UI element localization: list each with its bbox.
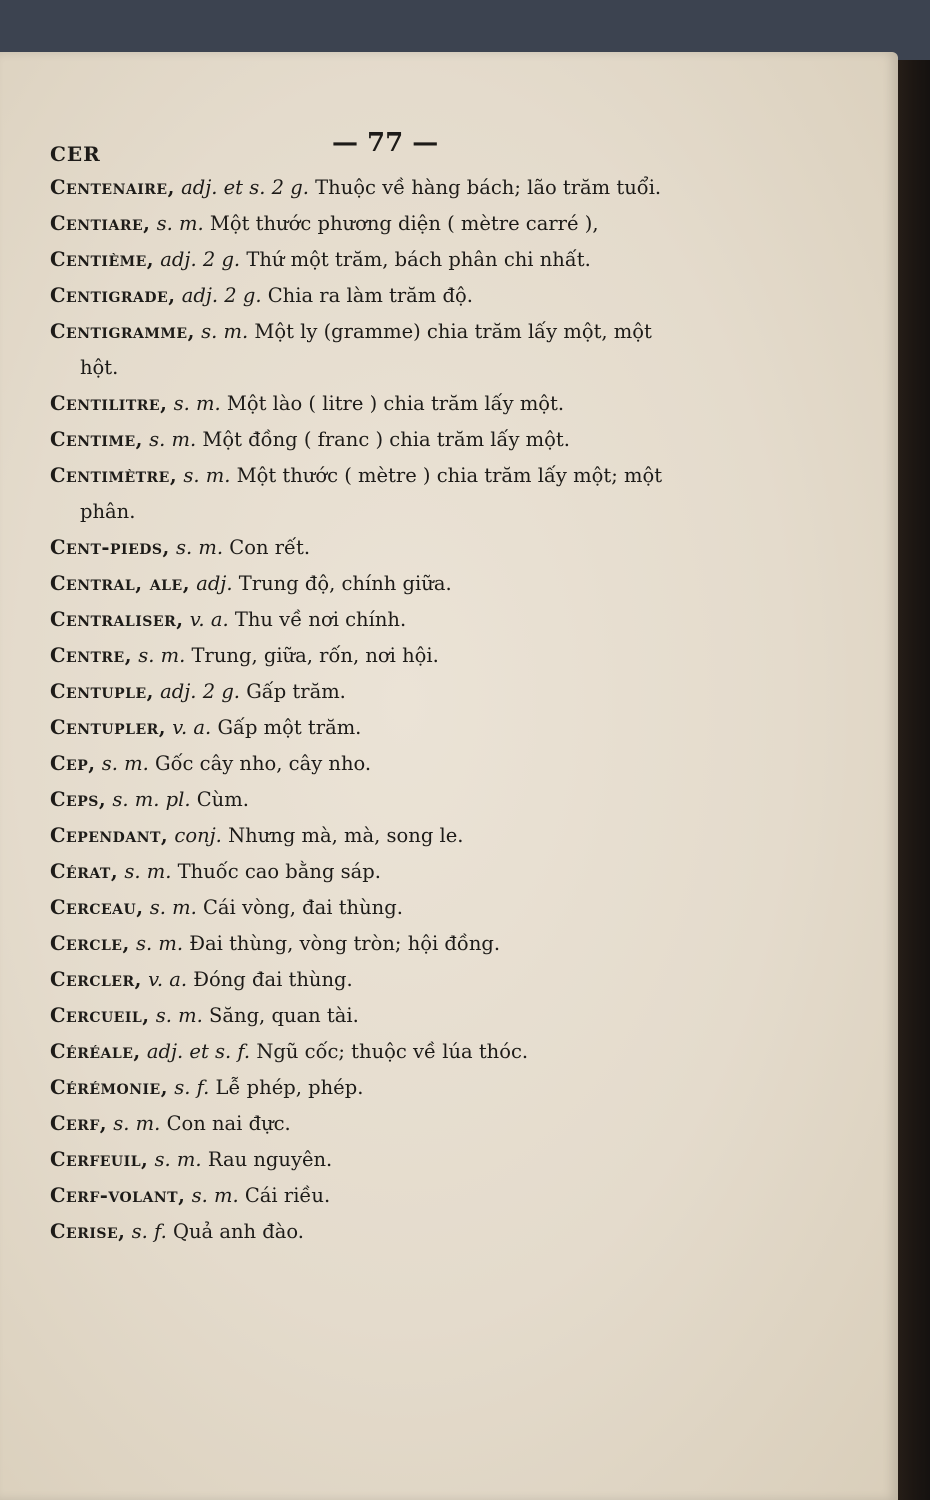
entry-headword: Cérémonie, bbox=[50, 1076, 168, 1099]
entry-line bbox=[50, 1070, 730, 1106]
entry-line bbox=[50, 1214, 730, 1250]
entry-headword: Cep, bbox=[50, 752, 96, 775]
entry-definition: Một ly (gramme) chia trăm lấy một, một bbox=[254, 320, 652, 343]
dictionary-entry bbox=[50, 962, 730, 998]
entry-definition: Cái vòng, đai thùng. bbox=[203, 896, 403, 919]
dictionary-entries bbox=[50, 170, 730, 1250]
entry-headword: Centigramme, bbox=[50, 320, 195, 343]
entry-definition: Một thước ( mètre ) chia trăm lấy một; một bbox=[236, 464, 663, 487]
dictionary-entry bbox=[50, 278, 730, 314]
entry-headword: Centiare, bbox=[50, 212, 151, 235]
entry-line bbox=[50, 962, 730, 998]
entry-line bbox=[50, 1178, 730, 1214]
entry-grammar: s. m. bbox=[113, 1112, 161, 1135]
entry-definition: Một thước phương diện ( mètre carré ), bbox=[209, 212, 599, 235]
dictionary-entry bbox=[50, 710, 730, 746]
entry-grammar: s. m. bbox=[176, 536, 224, 559]
entry-headword: Centilitre, bbox=[50, 392, 168, 415]
entry-line bbox=[50, 386, 730, 422]
entry-definition: Một đồng ( franc ) chia trăm lấy một. bbox=[202, 428, 570, 451]
dictionary-entry bbox=[50, 998, 730, 1034]
entry-grammar: v. a. bbox=[189, 608, 229, 631]
dictionary-entry bbox=[50, 1178, 730, 1214]
entry-line bbox=[50, 1106, 730, 1142]
entry-grammar: s. m. bbox=[138, 644, 186, 667]
entry-definition: Thuộc về hàng bách; lão trăm tuổi. bbox=[315, 176, 662, 199]
dictionary-entry bbox=[50, 674, 730, 710]
entry-definition: Gấp một trăm. bbox=[217, 716, 362, 739]
dictionary-entry bbox=[50, 854, 730, 890]
entry-headword: Centime, bbox=[50, 428, 143, 451]
entry-definition: Nhưng mà, mà, song le. bbox=[228, 824, 464, 847]
entry-line bbox=[50, 746, 730, 782]
entry-headword: Centenaire, bbox=[50, 176, 175, 199]
entry-line bbox=[50, 278, 730, 314]
entry-grammar: s. m. bbox=[149, 428, 197, 451]
dictionary-entry bbox=[50, 926, 730, 962]
entry-definition: Đóng đai thùng. bbox=[193, 968, 353, 991]
dictionary-entry bbox=[50, 242, 730, 278]
entry-grammar: s. f. bbox=[131, 1220, 167, 1243]
entry-grammar: s. m. bbox=[191, 1184, 239, 1207]
entry-line bbox=[50, 602, 730, 638]
entry-definition: Cùm. bbox=[196, 788, 249, 811]
entry-grammar: s. m. pl. bbox=[112, 788, 191, 811]
entry-grammar: s. m. bbox=[155, 1004, 203, 1027]
entry-line bbox=[50, 458, 730, 494]
dictionary-entry bbox=[50, 782, 730, 818]
dictionary-entry bbox=[50, 1214, 730, 1250]
entry-grammar: v. a. bbox=[172, 716, 212, 739]
dictionary-entry bbox=[50, 1070, 730, 1106]
dictionary-entry bbox=[50, 1034, 730, 1070]
entry-definition: Lễ phép, phép. bbox=[215, 1076, 364, 1099]
entry-headword: Centraliser, bbox=[50, 608, 184, 631]
entry-definition: Quả anh đào. bbox=[172, 1220, 304, 1243]
entry-headword: Centupler, bbox=[50, 716, 167, 739]
entry-definition: Con nai đực. bbox=[166, 1112, 291, 1135]
entry-line bbox=[50, 854, 730, 890]
entry-continuation: hột. bbox=[80, 356, 119, 379]
dictionary-entry bbox=[50, 530, 730, 566]
running-head: CER bbox=[50, 142, 101, 166]
entry-grammar: s. m. bbox=[173, 392, 221, 415]
entry-grammar: s. m. bbox=[135, 932, 184, 955]
entry-headword: Cercle, bbox=[50, 932, 130, 955]
entry-line bbox=[50, 1142, 730, 1178]
entry-headword: Ceps, bbox=[50, 788, 107, 811]
entry-line bbox=[50, 998, 730, 1034]
entry-headword: Cerfeuil, bbox=[50, 1148, 149, 1171]
dictionary-entry bbox=[50, 386, 730, 422]
entry-definition: Trung độ, chính giữa. bbox=[238, 572, 452, 595]
entry-grammar: adj. et s. f. bbox=[146, 1040, 251, 1063]
entry-grammar: s. m. bbox=[149, 896, 197, 919]
entry-line bbox=[50, 710, 730, 746]
dictionary-entry bbox=[50, 602, 730, 638]
entry-headword: Cerceau, bbox=[50, 896, 144, 919]
entry-grammar: adj. bbox=[196, 572, 233, 595]
dictionary-entry bbox=[50, 566, 730, 602]
entry-line bbox=[50, 890, 730, 926]
entry-grammar: s. m. bbox=[183, 464, 231, 487]
dictionary-entry bbox=[50, 638, 730, 674]
entry-headword: Cérat, bbox=[50, 860, 119, 883]
entry-grammar: adj. et s. 2 g. bbox=[181, 176, 309, 199]
entry-line bbox=[50, 314, 730, 350]
entry-headword: Cent-pieds, bbox=[50, 536, 170, 559]
entry-headword: Centuple, bbox=[50, 680, 154, 703]
entry-headword: Centre, bbox=[50, 644, 133, 667]
entry-definition: Con rết. bbox=[229, 536, 311, 559]
entry-definition: Một lào ( litre ) chia trăm lấy một. bbox=[226, 392, 565, 415]
entry-line bbox=[50, 1034, 730, 1070]
entry-headword: Cerf, bbox=[50, 1112, 108, 1135]
entry-grammar: s. f. bbox=[174, 1076, 210, 1099]
entry-continuation: phân. bbox=[80, 500, 136, 523]
entry-grammar: s. m. bbox=[124, 860, 172, 883]
entry-definition: Cái riều. bbox=[244, 1184, 331, 1207]
dictionary-entry bbox=[50, 170, 730, 206]
entry-grammar: conj. bbox=[174, 824, 222, 847]
entry-grammar: s. m. bbox=[154, 1148, 202, 1171]
entry-headword: Céréale, bbox=[50, 1040, 141, 1063]
dictionary-entry bbox=[50, 422, 730, 458]
entry-definition: Thứ một trăm, bách phân chi nhất. bbox=[246, 248, 591, 271]
entry-line bbox=[50, 926, 730, 962]
dictionary-entry bbox=[50, 458, 730, 530]
entry-definition: Ngũ cốc; thuộc về lúa thóc. bbox=[256, 1040, 529, 1063]
entry-grammar: s. m. bbox=[156, 212, 204, 235]
entry-headword: Cerf-volant, bbox=[50, 1184, 186, 1207]
entry-definition: Gốc cây nho, cây nho. bbox=[155, 752, 372, 775]
entry-line bbox=[50, 422, 730, 458]
entry-line bbox=[50, 674, 730, 710]
dictionary-entry bbox=[50, 890, 730, 926]
entry-line bbox=[50, 782, 730, 818]
entry-line bbox=[50, 818, 730, 854]
entry-definition: Thu về nơi chính. bbox=[234, 608, 407, 631]
page-number: — 77 — bbox=[332, 128, 439, 158]
entry-headword: Centimètre, bbox=[50, 464, 178, 487]
dictionary-entry bbox=[50, 746, 730, 782]
dictionary-entry bbox=[50, 1106, 730, 1142]
entry-grammar: s. m. bbox=[101, 752, 149, 775]
dictionary-entry bbox=[50, 818, 730, 854]
dictionary-entry bbox=[50, 206, 730, 242]
entry-grammar: s. m. bbox=[201, 320, 249, 343]
entry-headword: Centième, bbox=[50, 248, 155, 271]
entry-headword: Central, ale, bbox=[50, 572, 190, 595]
entry-definition: Săng, quan tài. bbox=[209, 1004, 359, 1027]
entry-headword: Cercler, bbox=[50, 968, 142, 991]
entry-definition: Rau nguyên. bbox=[207, 1148, 333, 1171]
entry-grammar: adj. 2 g. bbox=[181, 284, 262, 307]
dictionary-entry bbox=[50, 1142, 730, 1178]
entry-headword: Cerise, bbox=[50, 1220, 126, 1243]
entry-headword: Cependant, bbox=[50, 824, 169, 847]
entry-definition: Đai thùng, vòng tròn; hội đồng. bbox=[189, 932, 501, 955]
entry-grammar: adj. 2 g. bbox=[160, 248, 241, 271]
entry-definition: Thuốc cao bằng sáp. bbox=[177, 860, 381, 883]
entry-grammar: adj. 2 g. bbox=[160, 680, 240, 703]
entry-line bbox=[50, 170, 730, 206]
entry-line bbox=[50, 530, 730, 566]
entry-definition: Gấp trăm. bbox=[246, 680, 346, 703]
entry-line bbox=[50, 638, 730, 674]
entry-line bbox=[50, 242, 730, 278]
entry-headword: Centigrade, bbox=[50, 284, 176, 307]
entry-line bbox=[50, 206, 730, 242]
entry-definition: Chia ra làm trăm độ. bbox=[267, 284, 473, 307]
entry-definition: Trung, giữa, rốn, nơi hội. bbox=[191, 644, 439, 667]
entry-grammar: v. a. bbox=[148, 968, 188, 991]
entry-line bbox=[50, 566, 730, 602]
entry-headword: Cercueil, bbox=[50, 1004, 150, 1027]
dictionary-entry bbox=[50, 314, 730, 386]
